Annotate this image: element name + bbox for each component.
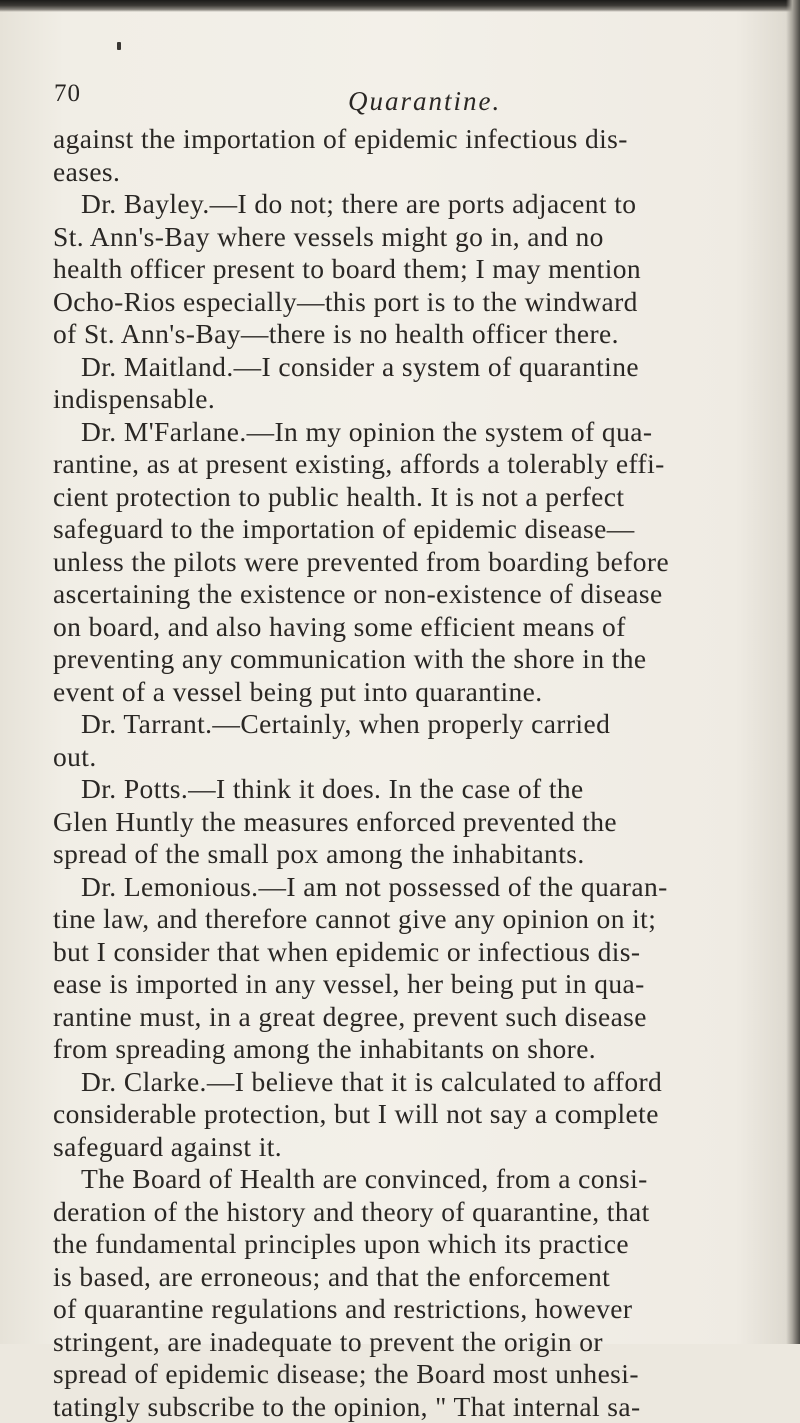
text-line: of St. Ann's-Bay—there is no health officer there. — [53, 318, 788, 351]
text-line: but I consider that when epidemic or infectious dis- — [53, 936, 788, 969]
text-line: out. — [53, 741, 788, 774]
text-line: cient protection to public health. It is not a perfect — [53, 481, 788, 514]
body-text — [53, 123, 788, 1423]
text-line: rantine, as at present existing, affords a tolerably effi- — [53, 448, 788, 481]
text-line: considerable protection, but I will not say a complete — [53, 1098, 788, 1131]
page-number: 70 — [54, 80, 81, 108]
page-right-edge-shadow — [786, 0, 800, 1344]
text-line: safeguard against it. — [53, 1131, 788, 1164]
text-line: is based, are erroneous; and that the enforcement — [53, 1261, 788, 1294]
text-line: tatingly subscribe to the opinion, " That internal sa- — [53, 1391, 788, 1423]
text-line: Glen Huntly the measures enforced prevented the — [53, 806, 788, 839]
text-line: Dr. Maitland.—I consider a system of quarantine — [53, 351, 788, 384]
text-line: from spreading among the inhabitants on shore. — [53, 1033, 788, 1066]
text-line: Dr. Clarke.—I believe that it is calculated to afford — [53, 1066, 788, 1099]
text-line: the fundamental principles upon which its practice — [53, 1228, 788, 1261]
text-line: stringent, are inadequate to prevent the origin or — [53, 1326, 788, 1359]
text-line: The Board of Health are convinced, from a consi- — [53, 1163, 788, 1196]
text-line: St. Ann's-Bay where vessels might go in, and no — [53, 221, 788, 254]
text-line: ease is imported in any vessel, her being put in qua- — [53, 968, 788, 1001]
text-line: Ocho-Rios especially—this port is to the windward — [53, 286, 788, 319]
text-line: Dr. Bayley.—I do not; there are ports adjacent to — [53, 188, 788, 221]
text-line: of quarantine regulations and restrictions, however — [53, 1293, 788, 1326]
text-line: rantine must, in a great degree, prevent such disease — [53, 1001, 788, 1034]
text-line: spread of epidemic disease; the Board most unhesi- — [53, 1358, 788, 1391]
text-line: eases. — [53, 156, 788, 189]
text-line: on board, and also having some efficient means of — [53, 611, 788, 644]
text-line: indispensable. — [53, 383, 788, 416]
text-line: tine law, and therefore cannot give any opinion on it; — [53, 903, 788, 936]
text-line: ascertaining the existence or non-existence of disease — [53, 578, 788, 611]
text-line: Dr. M'Farlane.—In my opinion the system of qua- — [53, 416, 788, 449]
text-line: spread of the small pox among the inhabitants. — [53, 838, 788, 871]
text-line: Dr. Potts.—I think it does. In the case of the — [53, 773, 788, 806]
text-line: Dr. Tarrant.—Certainly, when properly carried — [53, 708, 788, 741]
text-line: safeguard to the importation of epidemic disease— — [53, 513, 788, 546]
text-line: unless the pilots were prevented from boarding before — [53, 546, 788, 579]
page-top-shadow — [0, 0, 800, 12]
text-line: deration of the history and theory of quarantine, that — [53, 1196, 788, 1229]
text-line: event of a vessel being put into quarantine. — [53, 676, 788, 709]
running-title: Quarantine. — [348, 86, 501, 117]
text-line: health officer present to board them; I may mention — [53, 253, 788, 286]
text-line: preventing any communication with the shore in the — [53, 643, 788, 676]
text-line: Dr. Lemonious.—I am not possessed of the quaran- — [53, 871, 788, 904]
ink-speck — [117, 42, 121, 50]
text-line: against the importation of epidemic infectious dis- — [53, 123, 788, 156]
